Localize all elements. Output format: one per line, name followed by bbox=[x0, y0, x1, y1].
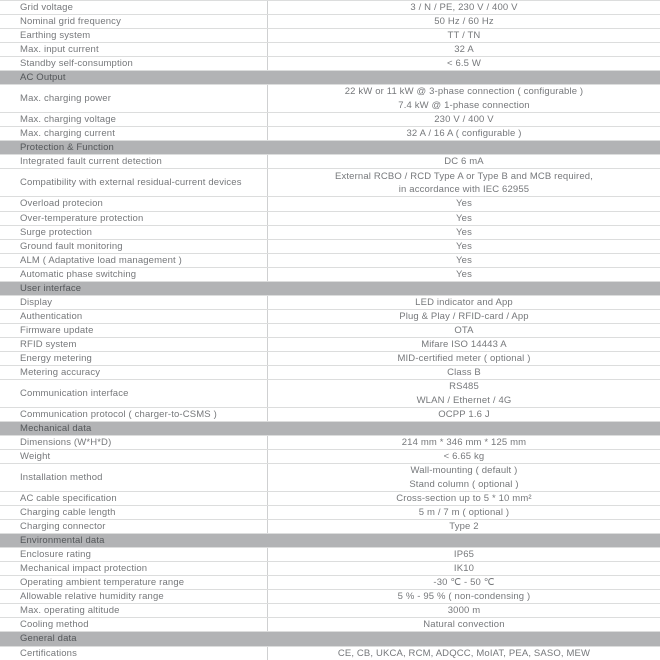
spec-label: Weight bbox=[0, 450, 268, 463]
spec-value-line: OCPP 1.6 J bbox=[438, 408, 490, 420]
spec-label: Allowable relative humidity range bbox=[0, 590, 268, 603]
spec-row bbox=[0, 365, 660, 379]
spec-value-line: Mifare ISO 14443 A bbox=[421, 338, 507, 350]
spec-value bbox=[268, 212, 660, 225]
spec-label: Ground fault monitoring bbox=[0, 240, 268, 253]
spec-value-line: MID-certified meter ( optional ) bbox=[397, 352, 531, 364]
spec-row bbox=[0, 379, 660, 407]
spec-value-line: TT / TN bbox=[447, 30, 481, 42]
spec-value bbox=[268, 169, 660, 196]
spec-row bbox=[0, 225, 660, 239]
spec-label: Communication interface bbox=[0, 380, 268, 407]
spec-label: Nominal grid frequency bbox=[0, 15, 268, 28]
spec-label: Energy metering bbox=[0, 352, 268, 365]
section-header-label: User interface bbox=[20, 282, 82, 294]
spec-value bbox=[268, 155, 660, 168]
spec-value bbox=[268, 408, 660, 421]
spec-value-line: 32 A bbox=[454, 44, 474, 56]
spec-value bbox=[268, 43, 660, 56]
spec-value-line: Class B bbox=[447, 366, 481, 378]
spec-row bbox=[0, 351, 660, 365]
spec-row bbox=[0, 463, 660, 491]
spec-value bbox=[268, 15, 660, 28]
section-header bbox=[0, 281, 660, 295]
spec-value-line: WLAN / Ethernet / 4G bbox=[416, 394, 512, 406]
spec-value bbox=[268, 29, 660, 42]
spec-row bbox=[0, 589, 660, 603]
section-header-label: Protection & Function bbox=[20, 142, 114, 154]
spec-label: ALM ( Adaptative load management ) bbox=[0, 254, 268, 267]
spec-label: Display bbox=[0, 296, 268, 309]
spec-label: Over-temperature protection bbox=[0, 212, 268, 225]
spec-row bbox=[0, 505, 660, 519]
spec-value bbox=[268, 324, 660, 337]
spec-label: Mechanical impact protection bbox=[0, 562, 268, 575]
spec-value bbox=[268, 520, 660, 533]
spec-label: Automatic phase switching bbox=[0, 268, 268, 281]
spec-value-line: Natural convection bbox=[423, 619, 505, 631]
spec-row bbox=[0, 575, 660, 589]
spec-value bbox=[268, 506, 660, 519]
spec-row bbox=[0, 239, 660, 253]
spec-label: Communication protocol ( charger-to-CSMS ) bbox=[0, 408, 268, 421]
spec-value bbox=[268, 492, 660, 505]
spec-value-line: 5 m / 7 m ( optional ) bbox=[418, 507, 510, 519]
spec-label: Charging connector bbox=[0, 520, 268, 533]
spec-label: Surge protection bbox=[0, 226, 268, 239]
spec-label: Overload protecion bbox=[0, 197, 268, 210]
spec-value-line: 214 mm * 346 mm * 125 mm bbox=[401, 437, 527, 449]
spec-value bbox=[268, 240, 660, 253]
spec-row bbox=[0, 491, 660, 505]
spec-value bbox=[268, 576, 660, 589]
spec-value bbox=[268, 338, 660, 351]
spec-value bbox=[268, 464, 660, 491]
spec-row bbox=[0, 295, 660, 309]
spec-label: Max. charging current bbox=[0, 127, 268, 140]
spec-row bbox=[0, 56, 660, 70]
spec-value-line: OTA bbox=[454, 324, 474, 336]
section-header bbox=[0, 631, 660, 645]
spec-row bbox=[0, 407, 660, 421]
spec-row bbox=[0, 323, 660, 337]
spec-value-line: Type 2 bbox=[449, 521, 479, 533]
spec-row bbox=[0, 14, 660, 28]
spec-label: Metering accuracy bbox=[0, 366, 268, 379]
spec-value bbox=[268, 226, 660, 239]
spec-label: AC cable specification bbox=[0, 492, 268, 505]
spec-value-line: < 6.5 W bbox=[446, 58, 482, 70]
spec-row bbox=[0, 168, 660, 196]
spec-value-line: in accordance with IEC 62955 bbox=[398, 184, 530, 196]
spec-value-line: -30 ℃ - 50 ℃ bbox=[433, 577, 495, 589]
spec-label: Earthing system bbox=[0, 29, 268, 42]
spec-row bbox=[0, 449, 660, 463]
spec-label: Max. charging voltage bbox=[0, 113, 268, 126]
spec-value bbox=[268, 548, 660, 561]
spec-value bbox=[268, 113, 660, 126]
section-header-label: General data bbox=[20, 633, 77, 645]
spec-value-line: 3000 m bbox=[447, 605, 481, 617]
spec-row bbox=[0, 547, 660, 561]
spec-value-line: 22 kW or 11 kW @ 3-phase connection ( configurable ) bbox=[344, 86, 584, 98]
spec-value-line: 32 A / 16 A ( configurable ) bbox=[406, 128, 522, 140]
spec-value-line: 5 % - 95 % ( non-condensing ) bbox=[397, 591, 531, 603]
spec-row bbox=[0, 28, 660, 42]
spec-value-line: External RCBO / RCD Type A or Type B and MCB required, bbox=[334, 170, 594, 182]
spec-row bbox=[0, 112, 660, 126]
spec-value-line: 3 / N / PE, 230 V / 400 V bbox=[410, 2, 518, 14]
spec-value-line: 50 Hz / 60 Hz bbox=[434, 16, 494, 28]
spec-row bbox=[0, 337, 660, 351]
spec-value-line: Yes bbox=[456, 212, 472, 224]
spec-row bbox=[0, 519, 660, 533]
spec-value bbox=[268, 366, 660, 379]
section-header bbox=[0, 421, 660, 435]
spec-value bbox=[268, 590, 660, 603]
spec-row bbox=[0, 603, 660, 617]
spec-value-line: Wall-mounting ( default ) bbox=[410, 465, 518, 477]
spec-value bbox=[268, 85, 660, 112]
spec-value-line: < 6.65 kg bbox=[443, 451, 485, 463]
spec-value-line: Cross-section up to 5 * 10 mm² bbox=[396, 493, 532, 505]
spec-value-line: Stand column ( optional ) bbox=[409, 478, 519, 490]
spec-label: Compatibility with external residual-current devices bbox=[0, 169, 268, 196]
spec-row bbox=[0, 646, 660, 660]
spec-label: RFID system bbox=[0, 338, 268, 351]
spec-value bbox=[268, 57, 660, 70]
spec-row bbox=[0, 211, 660, 225]
section-header bbox=[0, 533, 660, 547]
spec-label: Charging cable length bbox=[0, 506, 268, 519]
spec-value-line: 7.4 kW @ 1-phase connection bbox=[398, 99, 530, 111]
spec-value bbox=[268, 618, 660, 631]
spec-label: Cooling method bbox=[0, 618, 268, 631]
section-header bbox=[0, 70, 660, 84]
spec-value-line: LED indicator and App bbox=[415, 296, 513, 308]
spec-value-line: IK10 bbox=[453, 563, 475, 575]
spec-value-line: Yes bbox=[456, 268, 472, 280]
spec-label: Max. input current bbox=[0, 43, 268, 56]
spec-row bbox=[0, 309, 660, 323]
spec-row bbox=[0, 0, 660, 14]
section-header bbox=[0, 140, 660, 154]
spec-value-line: RS485 bbox=[449, 381, 479, 393]
spec-label: Enclosure rating bbox=[0, 548, 268, 561]
spec-label: Firmware update bbox=[0, 324, 268, 337]
spec-value-line: Yes bbox=[456, 226, 472, 238]
spec-value bbox=[268, 268, 660, 281]
spec-label: Authentication bbox=[0, 310, 268, 323]
spec-row bbox=[0, 253, 660, 267]
spec-row bbox=[0, 435, 660, 449]
spec-value bbox=[268, 436, 660, 449]
spec-row bbox=[0, 154, 660, 168]
spec-label: Max. operating altitude bbox=[0, 604, 268, 617]
spec-value bbox=[268, 296, 660, 309]
spec-row bbox=[0, 617, 660, 631]
spec-label: Grid voltage bbox=[0, 1, 268, 14]
spec-value-line: Plug & Play / RFID-card / App bbox=[399, 310, 529, 322]
section-header-label: Environmental data bbox=[20, 535, 105, 547]
spec-value-line: Yes bbox=[456, 254, 472, 266]
spec-value bbox=[268, 562, 660, 575]
spec-row bbox=[0, 196, 660, 210]
spec-row bbox=[0, 42, 660, 56]
spec-value bbox=[268, 450, 660, 463]
spec-row bbox=[0, 267, 660, 281]
spec-value bbox=[268, 604, 660, 617]
spec-label: Integrated fault current detection bbox=[0, 155, 268, 168]
spec-value bbox=[268, 310, 660, 323]
section-header-label: AC Output bbox=[20, 72, 66, 84]
spec-label: Operating ambient temperature range bbox=[0, 576, 268, 589]
spec-label: Max. charging power bbox=[0, 85, 268, 112]
section-header-label: Mechanical data bbox=[20, 423, 92, 434]
spec-value bbox=[268, 254, 660, 267]
spec-row bbox=[0, 126, 660, 140]
spec-value bbox=[268, 647, 660, 660]
spec-value-line: Yes bbox=[456, 240, 472, 252]
spec-row bbox=[0, 561, 660, 575]
spec-row bbox=[0, 84, 660, 112]
spec-value-line: CE, CB, UKCA, RCM, ADQCC, MoIAT, PEA, SASO, MEW bbox=[337, 647, 591, 659]
spec-label: Installation method bbox=[0, 464, 268, 491]
spec-value-line: 230 V / 400 V bbox=[434, 114, 494, 126]
spec-value-line: DC 6 mA bbox=[444, 156, 484, 168]
spec-value bbox=[268, 1, 660, 14]
spec-label: Dimensions (W*H*D) bbox=[0, 436, 268, 449]
spec-value bbox=[268, 197, 660, 210]
spec-label: Certifications bbox=[0, 647, 268, 660]
spec-value-line: Yes bbox=[456, 198, 472, 210]
spec-value bbox=[268, 352, 660, 365]
spec-label: Standby self-consumption bbox=[0, 57, 268, 70]
spec-value-line: IP65 bbox=[453, 549, 475, 561]
spec-value bbox=[268, 380, 660, 407]
spec-value bbox=[268, 127, 660, 140]
